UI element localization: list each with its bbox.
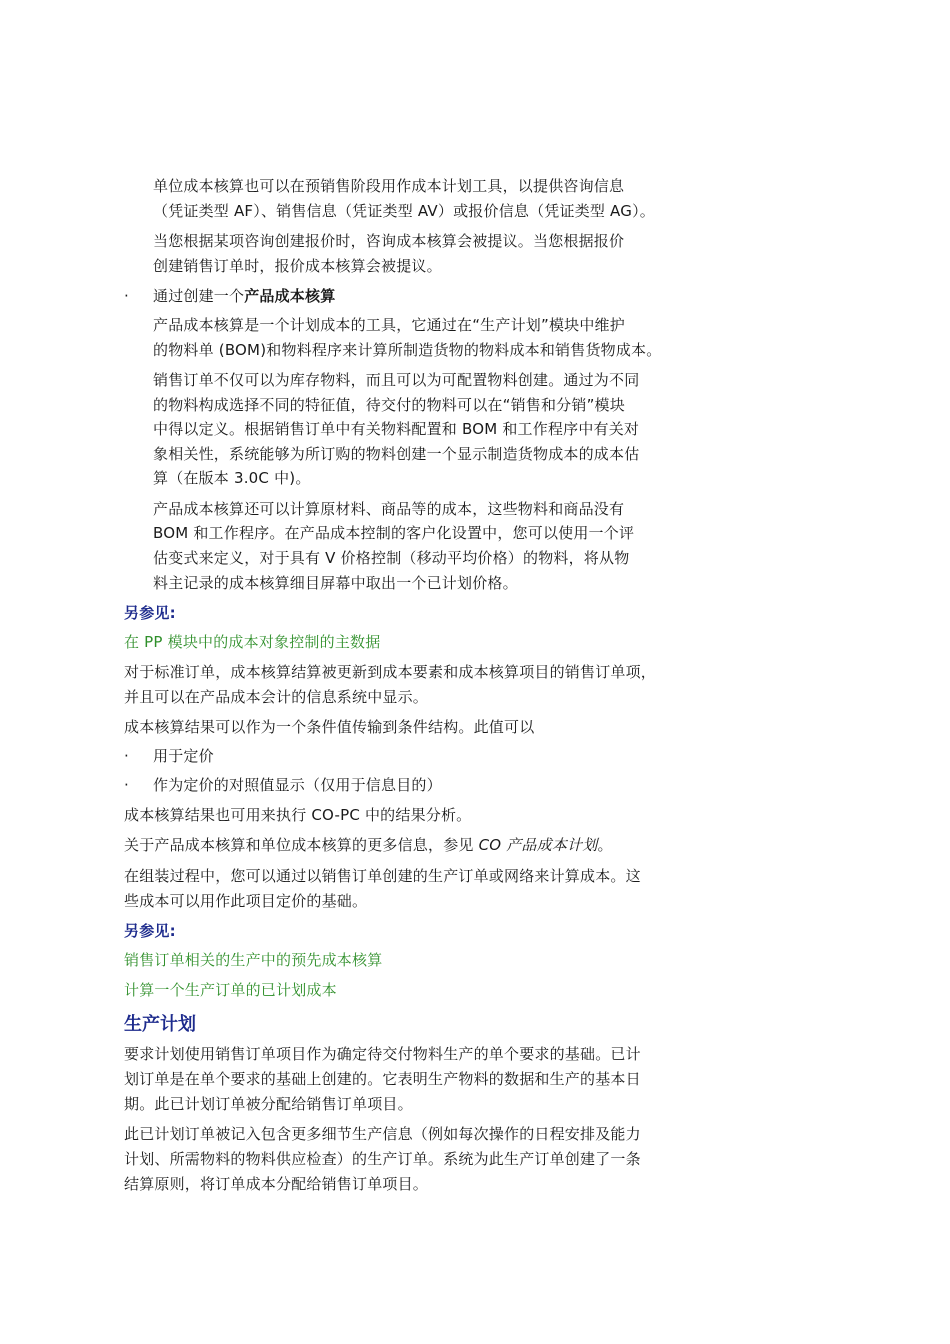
paragraph-line: 并且可以在产品成本会计的信息系统中显示。 [124, 688, 429, 706]
paragraph-line: 成本核算结果可以作为一个条件值传输到条件结构。此值可以 [124, 718, 535, 736]
paragraph-line: 些成本可以用作此项目定价的基础。 [124, 892, 368, 910]
paragraph-line: 产品成本核算是一个计划成本的工具，它通过在“生产计划”模块中维护 [153, 316, 625, 334]
paragraph-line: 料主记录的成本核算细目屏幕中取出一个已计划价格。 [153, 574, 518, 592]
paragraph-line: 划订单是在单个要求的基础上创建的。它表明生产物料的数据和生产的基本日 [124, 1070, 641, 1088]
bullet-dot: · [124, 287, 129, 305]
paragraph-line: 销售订单不仅可以为库存物料，而且可以为可配置物料创建。通过为不同 [153, 371, 640, 389]
paragraph-line: 成本核算结果也可用来执行 CO-PC 中的结果分析。 [124, 806, 472, 824]
paragraph-line: 单位成本核算也可以在预销售阶段用作成本计划工具，以提供咨询信息 [153, 177, 625, 195]
see-also-label: 另参见: [124, 922, 176, 940]
paragraph-line: （凭证类型 AF）、销售信息（凭证类型 AV）或报价信息（凭证类型 AG）。 [153, 202, 655, 220]
paragraph-text: 关于产品成本核算和单位成本核算的更多信息，参见 [124, 836, 479, 854]
paragraph-line: 此已计划订单被记入包含更多细节生产信息（例如每次操作的日程安排及能力 [124, 1125, 641, 1143]
paragraph-line: 要求计划使用销售订单项目作为确定待交付物料生产的单个要求的基础。已计 [124, 1045, 641, 1063]
paragraph-line: 象相关性，系统能够为所订购的物料创建一个显示制造货物成本的成本估 [153, 445, 640, 463]
bullet-item [153, 286, 335, 306]
paragraph-line: 创建销售订单时，报价成本核算会被提议。 [153, 257, 442, 275]
paragraph-line: 算（在版本 3.0C 中)。 [153, 469, 311, 487]
doc-reference: CO 产品成本计划 [478, 836, 598, 854]
bullet-dot: · [124, 776, 129, 794]
paragraph-line: 计划、所需物料的物料供应检查）的生产订单。系统为此生产订单创建了一条 [124, 1150, 641, 1168]
paragraph-line: 期。此已计划订单被分配给销售订单项目。 [124, 1095, 413, 1113]
paragraph-line: 的物料单 (BOM)和物料程序来计算所制造货物的物料成本和销售货物成本。 [153, 341, 662, 359]
paragraph-line: 中得以定义。根据销售订单中有关物料配置和 BOM 和工作程序中有关对 [153, 420, 640, 438]
paragraph-line: 对于标准订单，成本核算结算被更新到成本要素和成本核算项目的销售订单项， [124, 663, 657, 681]
see-also-link[interactable]: 计算一个生产订单的已计划成本 [124, 981, 337, 999]
bullet-item: 作为定价的对照值显示（仅用于信息目的） [153, 776, 442, 794]
paragraph-line: 的物料构成选择不同的特征值，待交付的物料可以在“销售和分销”模块 [153, 396, 625, 414]
bullet-text: 通过创建一个 [153, 287, 245, 305]
paragraph-line: 产品成本核算还可以计算原材料、商品等的成本，这些物料和商品没有 [153, 500, 625, 518]
paragraph-line [124, 835, 613, 855]
section-heading: 生产计划 [124, 1014, 196, 1035]
see-also-label: 另参见: [124, 604, 176, 622]
see-also-link[interactable]: 销售订单相关的生产中的预先成本核算 [124, 951, 383, 969]
paragraph-line: 结算原则，将订单成本分配给销售订单项目。 [124, 1175, 429, 1193]
bullet-bold-term: 产品成本核算 [244, 287, 336, 305]
see-also-link[interactable]: 在 PP 模块中的成本对象控制的主数据 [124, 633, 381, 651]
paragraph-text: 。 [597, 836, 613, 854]
bullet-item: 用于定价 [153, 747, 214, 765]
paragraph-line: 在组装过程中，您可以通过以销售订单创建的生产订单或网络来计算成本。这 [124, 867, 641, 885]
paragraph-line: 当您根据某项咨询创建报价时，咨询成本核算会被提议。当您根据报价 [153, 232, 625, 250]
paragraph-line: BOM 和工作程序。在产品成本控制的客户化设置中，您可以使用一个评 [153, 524, 635, 542]
bullet-dot: · [124, 747, 129, 765]
paragraph-line: 估变式来定义，对于具有 V 价格控制（移动平均价格）的物料，将从物 [153, 549, 630, 567]
